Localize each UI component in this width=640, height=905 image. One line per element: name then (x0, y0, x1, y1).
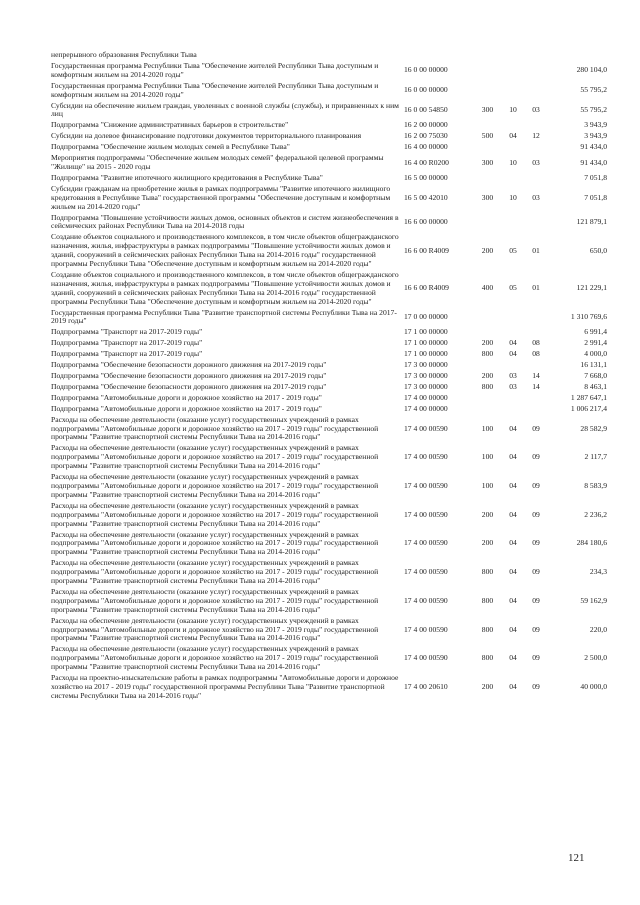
row-amount: 234,3 (589, 567, 607, 577)
row-code (402, 50, 473, 61)
document-page (50, 50, 607, 702)
row-section: 04 (509, 131, 517, 141)
row-expense-type: 800 (481, 349, 494, 359)
row-section: 04 (509, 480, 517, 490)
row-code: 16 2 00 00000 (404, 120, 448, 130)
row-amount: 40 000,0 (580, 682, 607, 691)
row-code: 17 4 00 00590 (404, 595, 448, 605)
row-section (502, 360, 524, 371)
row-expense-type (473, 360, 502, 371)
row-amount: 1 006 217,4 (570, 403, 607, 413)
table-row (50, 644, 608, 673)
row-expense-type (473, 142, 502, 153)
row-code: 17 1 00 00000 (404, 338, 448, 348)
row-expense-type: 800 (481, 381, 494, 391)
row-code: 17 4 00 00000 (404, 403, 448, 413)
table-row (50, 415, 608, 444)
row-name: Подпрограмма "Транспорт на 2017-2019 годы" (51, 338, 203, 348)
row-expense-type: 500 (481, 131, 494, 141)
row-name: Подпрограмма "Обеспечение безопасности дорожного движения на 2017-2019 годы" (51, 381, 327, 391)
row-subsection (524, 120, 548, 131)
row-amount: 3 943,9 (584, 131, 607, 141)
row-amount: 6 991,4 (584, 327, 607, 337)
row-subsection: 14 (532, 371, 540, 380)
row-amount: 2 117,7 (584, 452, 607, 462)
budget-table (50, 50, 608, 702)
row-amount: 220,0 (589, 624, 607, 634)
row-code: 17 4 00 00590 (404, 567, 448, 577)
row-subsection: 01 (532, 245, 540, 255)
row-section (502, 393, 524, 404)
row-section: 04 (509, 567, 517, 577)
row-name: непрерывного образования Республики Тыва (51, 50, 197, 59)
row-expense-type (473, 404, 502, 415)
row-code: 16 6 00 R4009 (404, 283, 449, 293)
row-expense-type: 200 (481, 509, 494, 519)
table-row (50, 360, 608, 371)
row-name: Государственная программа Республики Тыва "Обеспечение жителей Республики Тыва доступным и комфортным жильем на 2014-2020 годы" (51, 80, 379, 99)
row-expense-type: 100 (481, 480, 494, 490)
table-row (50, 472, 608, 501)
row-section: 10 (509, 192, 517, 202)
table-row (50, 558, 608, 587)
row-name: Субсидии на обеспечение жильем граждан, уволенных с военной службы (службы), и приравненных к ним лиц (51, 100, 399, 119)
row-expense-type: 200 (481, 245, 494, 255)
row-section (502, 327, 524, 338)
row-code: 17 4 00 20610 (404, 682, 448, 691)
row-code: 17 3 00 00000 (404, 360, 448, 370)
row-section: 03 (509, 381, 517, 391)
row-subsection: 09 (532, 653, 540, 663)
row-name: Расходы на обеспечение деятельности (оказание услуг) государственных учреждений в рамках подпрограммы "Автомобильные дороги и дорожное хозяйство на 2017 - 2019 годы" государственной программы "Развитие транспортной системы Республики Тыва на 2014-2016 годы" (51, 529, 379, 557)
row-section (502, 213, 524, 233)
row-section (502, 142, 524, 153)
row-section (502, 50, 524, 61)
row-expense-type: 800 (481, 653, 494, 663)
row-expense-type: 400 (481, 283, 494, 293)
budget-table-body (50, 50, 608, 702)
row-expense-type: 200 (481, 682, 494, 691)
row-expense-type (473, 327, 502, 338)
table-row (50, 673, 608, 702)
row-expense-type: 300 (481, 104, 494, 114)
row-amount: 1 287 647,1 (570, 392, 607, 402)
table-row (50, 501, 608, 530)
row-subsection: 09 (532, 682, 540, 691)
row-code: 17 1 00 00000 (404, 349, 448, 359)
row-section: 04 (509, 595, 517, 605)
table-row (50, 349, 608, 360)
row-expense-type: 800 (481, 567, 494, 577)
row-expense-type: 800 (481, 595, 494, 605)
table-row (50, 270, 608, 308)
row-amount: 59 162,9 (580, 595, 607, 605)
row-subsection (524, 81, 548, 101)
row-section (502, 308, 524, 328)
row-name: Расходы на обеспечение деятельности (оказание услуг) государственных учреждений в рамках подпрограммы "Автомобильные дороги и дорожное хозяйство на 2017 - 2019 годы" государственной программы "Развитие транспортной системы Республики Тыва на 2014-2016 годы" (51, 644, 379, 672)
row-amount: 2 991,4 (584, 338, 607, 348)
row-subsection: 03 (532, 104, 540, 114)
table-row (50, 61, 608, 81)
row-subsection: 09 (532, 423, 540, 433)
row-code: 17 1 00 00000 (404, 327, 448, 337)
row-subsection (524, 308, 548, 328)
row-name: Подпрограмма "Автомобильные дороги и дорожное хозяйство на 2017 - 2019 годы" (51, 403, 322, 413)
row-amount: 121 229,1 (576, 283, 607, 293)
row-subsection: 08 (532, 338, 540, 348)
row-amount: 91 434,0 (580, 142, 607, 152)
row-expense-type (473, 120, 502, 131)
row-amount: 2 236,2 (584, 509, 607, 519)
row-section: 10 (509, 104, 517, 114)
row-code: 17 4 00 00590 (404, 538, 448, 548)
table-row (50, 142, 608, 153)
row-amount: 7 051,8 (584, 172, 607, 182)
row-expense-type: 200 (481, 371, 494, 380)
row-section: 04 (509, 624, 517, 634)
row-amount: 1 310 769,6 (570, 312, 607, 322)
row-name: Расходы на обеспечение деятельности (оказание услуг) государственных учреждений в рамках подпрограммы "Автомобильные дороги и дорожное хозяйство на 2017 - 2019 годы" государственной программы "Развитие транспортной системы Республики Тыва на 2014-2016 годы" (51, 500, 379, 528)
row-name: Подпрограмма "Обеспечение жильем молодых семей в Республике Тыва" (51, 142, 290, 152)
row-subsection (524, 360, 548, 371)
row-amount: 55 795,2 (580, 104, 607, 114)
row-subsection: 09 (532, 624, 540, 634)
row-code: 17 3 00 00000 (404, 381, 448, 391)
row-subsection (524, 50, 548, 61)
table-row (50, 327, 608, 338)
row-expense-type (473, 213, 502, 233)
row-amount: 7 668,0 (584, 371, 607, 380)
row-code: 17 4 00 00590 (404, 509, 448, 519)
row-section: 10 (509, 157, 517, 167)
row-amount: 650,0 (589, 245, 607, 255)
row-section: 04 (509, 452, 517, 462)
row-amount: 284 180,6 (576, 538, 607, 548)
row-name: Мероприятия подпрограммы "Обеспечение жильем молодых семей" федеральной целевой программы "Жилище" на 2015 - 2020 годы (51, 153, 384, 171)
row-expense-type: 100 (481, 423, 494, 433)
table-row (50, 173, 608, 184)
table-row (50, 338, 608, 349)
table-row (50, 232, 608, 270)
row-amount: 91 434,0 (580, 157, 607, 167)
row-code: 17 3 00 00000 (404, 371, 448, 380)
row-code: 17 0 00 00000 (404, 312, 448, 322)
row-amount: 3 943,9 (584, 120, 607, 130)
row-section (502, 173, 524, 184)
row-code: 17 4 00 00000 (404, 392, 448, 402)
table-row (50, 81, 608, 101)
table-row (50, 382, 608, 393)
row-name: Расходы на проектно-изыскательские работы в рамках подпрограммы "Автомобильные дороги и дорожное хозяйство на 2017 - 2019 годы" государственной программы Республики Тыва "Развитие транспортной системы Республики Тыва на 2014-2016 годы" (51, 673, 399, 700)
row-name: Подпрограмма "Развитие ипотечного жилищного кредитования в Республике Тыва" (51, 172, 323, 182)
row-expense-type (473, 61, 502, 81)
row-subsection: 09 (532, 452, 540, 462)
table-row (50, 393, 608, 404)
row-amount: 55 795,2 (580, 85, 607, 95)
row-section: 05 (509, 283, 517, 293)
row-subsection: 09 (532, 480, 540, 490)
row-subsection (524, 404, 548, 415)
row-section: 04 (509, 538, 517, 548)
row-amount (548, 50, 608, 61)
row-code: 16 4 00 00000 (404, 142, 448, 152)
row-expense-type (473, 81, 502, 101)
row-expense-type (473, 308, 502, 328)
row-name: Государственная программа Республики Тыва "Развитие транспортной системы Республики Тыва на 2017-2019 годы" (51, 307, 397, 326)
row-code: 17 4 00 00590 (404, 423, 448, 433)
row-subsection: 12 (532, 131, 540, 141)
row-name: Субсидии гражданам на приобретение жилья в рамках подпрограммы "Развитие ипотечного жилищного кредитования в Республике Тыва" государственной программы "Обеспечение доступным и комфортным жильем на 2014-2020 годы" (51, 183, 391, 211)
table-row (50, 616, 608, 645)
table-row (50, 443, 608, 472)
table-row (50, 587, 608, 616)
row-subsection: 09 (532, 567, 540, 577)
row-amount: 2 500,0 (584, 653, 607, 663)
row-section (502, 120, 524, 131)
row-section: 04 (509, 423, 517, 433)
row-name: Расходы на обеспечение деятельности (оказание услуг) государственных учреждений в рамках подпрограммы "Автомобильные дороги и дорожное хозяйство на 2017 - 2019 годы" государственной программы "Развитие транспортной системы Республики Тыва на 2014-2016 годы" (51, 472, 379, 499)
table-row (50, 120, 608, 131)
row-code: 17 4 00 00590 (404, 624, 448, 634)
row-name: Подпрограмма "Автомобильные дороги и дорожное хозяйство на 2017 - 2019 годы" (51, 392, 322, 402)
row-amount: 28 582,9 (580, 423, 607, 433)
row-code: 16 0 00 00000 (404, 85, 448, 95)
table-row (50, 101, 608, 121)
table-row (50, 153, 608, 173)
row-subsection: 09 (532, 595, 540, 605)
row-subsection (524, 327, 548, 338)
row-amount: 121 879,1 (576, 216, 607, 226)
row-expense-type (473, 173, 502, 184)
row-amount: 4 000,0 (584, 349, 607, 359)
row-subsection: 09 (532, 509, 540, 519)
row-expense-type (473, 393, 502, 404)
row-subsection (524, 61, 548, 81)
row-subsection: 03 (532, 157, 540, 167)
row-name: Подпрограмма "Обеспечение безопасности дорожного движения на 2017-2019 годы" (51, 360, 327, 370)
row-subsection (524, 173, 548, 184)
row-name: Расходы на обеспечение деятельности (оказание услуг) государственных учреждений в рамках подпрограммы "Автомобильные дороги и дорожное хозяйство на 2017 - 2019 годы" государственной программы "Развитие транспортной системы Республики Тыва на 2014-2016 годы" (51, 414, 379, 442)
row-subsection: 09 (532, 538, 540, 548)
row-name: Государственная программа Республики Тыва "Обеспечение жителей Республики Тыва доступным и комфортным жильем на 2014-2020 годы" (51, 60, 379, 79)
row-name: Подпрограмма "Повышение устойчивости жилых домов, основных объектов и систем жизнеобеспечения в сейсмических районах Республики Тыва на 2014-2018 годы (51, 212, 399, 231)
row-subsection (524, 142, 548, 153)
row-code: 17 4 00 00590 (404, 653, 448, 663)
row-expense-type: 200 (481, 338, 494, 348)
row-expense-type (473, 50, 502, 61)
row-code: 16 0 00 00000 (404, 65, 448, 75)
row-amount: 280 104,0 (576, 65, 607, 75)
row-name: Подпрограмма "Транспорт на 2017-2019 годы" (51, 349, 203, 359)
row-section: 03 (509, 371, 517, 380)
table-row (50, 308, 608, 328)
row-name: Субсидии на долевое финансирование подготовки документов территориального планирования (51, 131, 362, 141)
row-amount: 16 131,1 (580, 360, 607, 370)
table-row (50, 184, 608, 213)
row-code: 16 5 00 42010 (404, 192, 448, 202)
row-section (502, 404, 524, 415)
row-code: 16 2 00 75030 (404, 131, 448, 141)
row-expense-type: 800 (481, 624, 494, 634)
table-row (50, 530, 608, 559)
row-code: 17 4 00 00590 (404, 480, 448, 490)
row-section: 04 (509, 338, 517, 348)
row-name: Расходы на обеспечение деятельности (оказание услуг) государственных учреждений в рамках подпрограммы "Автомобильные дороги и дорожное хозяйство на 2017 - 2019 годы" государственной программы "Развитие транспортной системы Республики Тыва на 2014-2016 годы" (51, 443, 379, 471)
row-section: 04 (509, 653, 517, 663)
row-expense-type: 200 (481, 538, 494, 548)
row-section (502, 61, 524, 81)
row-name: Подпрограмма "Транспорт на 2017-2019 годы" (51, 327, 203, 337)
row-subsection: 01 (532, 283, 540, 293)
row-expense-type: 300 (481, 157, 494, 167)
row-code: 16 5 00 00000 (404, 172, 448, 182)
row-code: 17 4 00 00590 (404, 452, 448, 462)
row-section: 04 (509, 509, 517, 519)
row-expense-type: 300 (481, 192, 494, 202)
row-code: 16 4 00 R0200 (404, 157, 449, 167)
page-number: 121 (568, 852, 585, 864)
table-row (50, 213, 608, 233)
row-subsection: 14 (532, 381, 540, 391)
row-code: 16 6 00 R4009 (404, 245, 449, 255)
row-name: Создание объектов социального и производственного комплексов, в том числе объектов общегражданского назначения, жилья, инфраструктуры в рамках подпрограммы "Повышение устойчивости жилых домов и зданий, сооружений в сейсмических районах Республики Тыва на 2014-2016 годы" государственной программы Республики Тыва "Обеспечение доступным и комфортным жильем на 2014-2020 годы" (51, 269, 399, 306)
row-amount: 8 463,1 (584, 381, 607, 391)
row-amount: 7 051,8 (584, 192, 607, 202)
row-subsection: 03 (532, 192, 540, 202)
row-name: Создание объектов социального и производственного комплексов, в том числе объектов общегражданского назначения, жилья, инфраструктуры в рамках подпрограммы "Повышение устойчивости жилых домов и зданий, сооружений в сейсмических районах Республики Тыва на 2014-2016 годы" государственной программы Республики Тыва "Обеспечение доступным и комфортным жильем на 2014-2020 годы" (51, 232, 399, 269)
table-row (50, 131, 608, 142)
row-name: Расходы на обеспечение деятельности (оказание услуг) государственных учреждений в рамках подпрограммы "Автомобильные дороги и дорожное хозяйство на 2017 - 2019 годы" государственной программы "Развитие транспортной системы Республики Тыва на 2014-2016 годы" (51, 586, 379, 614)
row-section: 05 (509, 245, 517, 255)
row-section (502, 81, 524, 101)
row-subsection (524, 213, 548, 233)
row-section: 04 (509, 349, 517, 359)
table-row (50, 404, 608, 415)
row-subsection (524, 393, 548, 404)
row-expense-type: 100 (481, 452, 494, 462)
row-name: Подпрограмма "Снижение административных барьеров в строительстве" (51, 120, 289, 130)
row-subsection: 08 (532, 349, 540, 359)
row-name: Расходы на обеспечение деятельности (оказание услуг) государственных учреждений в рамках подпрограммы "Автомобильные дороги и дорожное хозяйство на 2017 - 2019 годы" государственной программы "Развитие транспортной системы Республики Тыва на 2014-2016 годы" (51, 558, 379, 586)
row-section: 04 (509, 682, 517, 691)
row-name: Расходы на обеспечение деятельности (оказание услуг) государственных учреждений в рамках подпрограммы "Автомобильные дороги и дорожное хозяйство на 2017 - 2019 годы" государственной программы "Развитие транспортной системы Республики Тыва на 2014-2016 годы" (51, 615, 379, 643)
row-amount: 8 583,9 (584, 480, 607, 490)
row-code: 16 6 00 00000 (404, 216, 448, 226)
row-name: Подпрограмма "Обеспечение безопасности дорожного движения на 2017-2019 годы" (51, 371, 327, 380)
table-row (50, 50, 608, 61)
row-code: 16 0 00 54850 (404, 104, 448, 114)
table-row (50, 371, 608, 382)
